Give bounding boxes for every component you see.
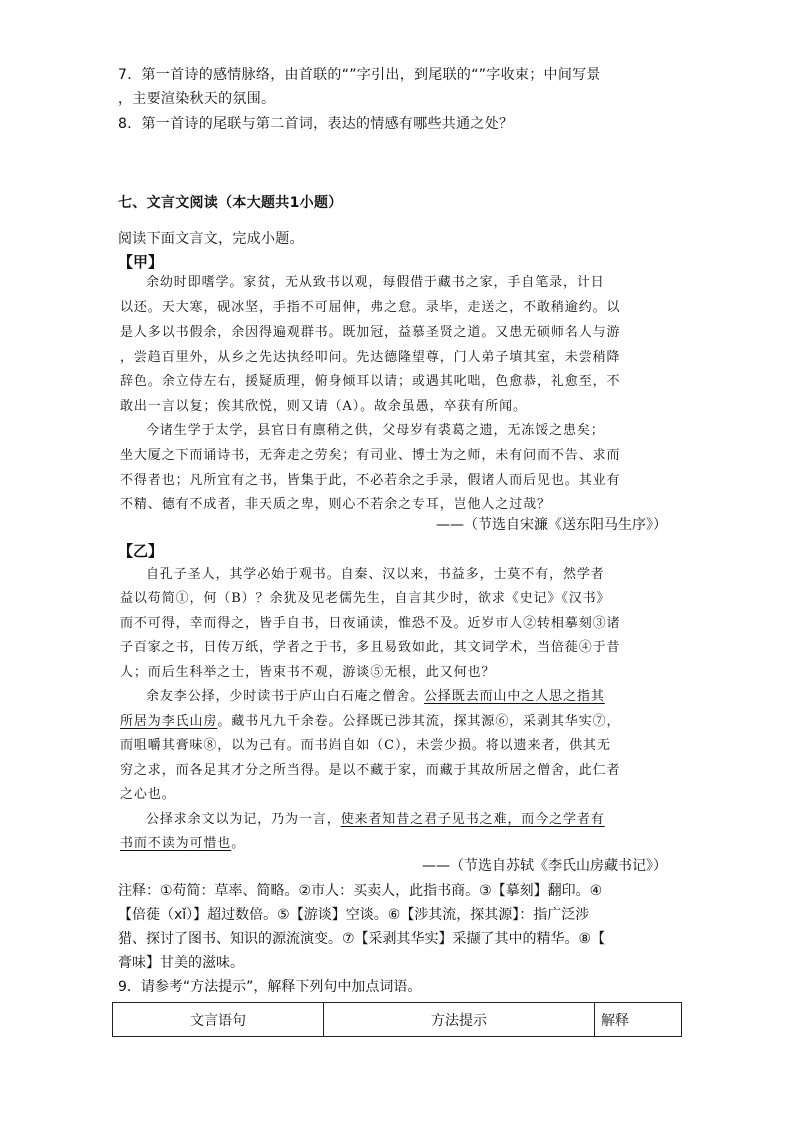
question-8: 8．第一首诗的尾联与第二首词，表达的情感有哪些共通之处？	[118, 116, 514, 132]
header-cell-sentence: 文言语句	[113, 1003, 324, 1037]
passage-a-line: 不得者也；凡所宜有之书，皆集于此，不必若余之手录，假诸人而后见也。其业有	[120, 473, 621, 488]
answer-table	[112, 1002, 682, 1037]
header-cell-method: 方法提示	[324, 1003, 595, 1037]
passage-b-line	[120, 832, 245, 857]
underlined-sentence: 所居为李氏山房	[120, 714, 218, 729]
passage-a-line: 是人多以书假余，余因得遍观群书。既加冠，益慕圣贤之道。又患无硕师名人与游	[120, 325, 621, 340]
passage-b-line: 而不可得，幸而得之，皆手自书，日夜诵读，惟恐不及。近岁市人②转相摹刻③诸	[120, 616, 621, 631]
passage-a-line: 以还。天大寒，砚冰坚，手指不可屈伸，弗之怠。录毕，走送之，不敢稍逾约。以	[120, 300, 621, 315]
notes-line: 【倍蓰（xǐ）】超过数倍。⑤【游谈】空谈。⑥【涉其流，探其源】：指广泛涉	[118, 907, 590, 923]
question-7-line-1: 7．第一首诗的感情脉络，由首联的“”字引出，到尾联的“”字收束；中间写景	[118, 67, 601, 83]
passage-a-source: ——（节选自宋濂《送东阳马生序》）	[436, 517, 667, 533]
underlined-sentence: 书而不读为可惜也	[120, 836, 232, 851]
underlined-sentence: 使来者知昔之君子见书之难，而今之学者有	[340, 812, 605, 827]
notes-line: 膏味】甘美的滋味。	[118, 955, 244, 971]
passage-b-text: 。藏书凡九千余卷。公择既已涉其流，探其源⑥，采剥其华实⑦，	[217, 714, 621, 729]
passage-a-line: 不精、德有不成者，非天质之卑，则心不若余之专耳，岂他人之过哉？	[120, 497, 551, 512]
notes-line: 猎、探讨了图书、知识的源流演变。⑦【采剥其华实】采撷了其中的精华。⑧【	[118, 931, 606, 947]
passage-a-line: 余幼时即嗜学。家贫，无从致书以观，每假借于藏书之家，手自笔录，计日	[146, 275, 605, 290]
passage-a-line: 今诸生学于太学，县官日有廪稍之供，父母岁有裘葛之遗，无冻馁之患矣；	[146, 423, 605, 438]
passage-b-line	[146, 685, 605, 710]
passage-b-line: 益以苟简①，何（B）？余犹及见老儒先生，自言其少时，欲求《史记》《汉书》	[120, 591, 611, 606]
passage-b-line	[146, 808, 605, 833]
passage-a-line: 坐大厦之下而诵诗书，无奔走之劳矣；有司业、博士为之师，未有问而不告、求而	[120, 448, 621, 463]
section-title: 七、文言文阅读（本大题共1小题）	[118, 195, 343, 211]
table-header-row	[113, 1003, 682, 1037]
passage-b-text: 余友李公择，少时读书于庐山白石庵之僧舍。	[146, 689, 425, 704]
passage-b-line: 子百家之书，日传万纸，学者之于书，多且易致如此，其文词学术，当倍蓰④于昔	[120, 640, 621, 655]
passage-b-line: 自孔子圣人，其学必始于观书。自秦、汉以来，书益多，士莫不有，然学者	[146, 567, 605, 582]
header-cell-explanation: 解释	[595, 1003, 682, 1037]
passage-b-line: 人；而后生科举之士，皆束书不观，游谈⑤无根，此又何也？	[120, 665, 496, 680]
passage-b-source: ——（节选自苏轼《李氏山房藏书记》）	[422, 858, 667, 874]
passage-b-line: 穷之求，而各足其才分之所当得。是以不藏于家，而藏于其故所居之僧舍，此仁者	[120, 763, 621, 778]
question-9-prompt: 9．请参考“方法提示”，解释下列句中加点词语。	[118, 979, 422, 995]
section-instruction: 阅读下面文言文，完成小题。	[118, 231, 304, 247]
passage-b-marker: 【乙】	[118, 542, 164, 560]
passage-b-line: 之心也。	[120, 787, 176, 802]
notes-line: 注释：①苟简：草率、简略。②市人：买卖人，此指书商。③【摹刻】翻印。④	[118, 883, 603, 899]
passage-a-marker: 【甲】	[118, 253, 164, 271]
passage-a-line: 敢出一言以复；俟其欣悦，则又请（A）。故余虽愚，卒获有所闻。	[120, 399, 527, 414]
passage-b-line: 而咀嚼其膏味⑧，以为己有。而书岿自如（C），未尝少损。将以遗来者，供其无	[120, 738, 611, 753]
passage-a-line: 辞色。余立侍左右，援疑质理，俯身倾耳以请；或遇其叱咄，色愈恭，礼愈至，不	[120, 374, 621, 389]
passage-b-text: 公择求余文以为记，乃为一言，	[146, 812, 341, 827]
passage-b-text: 。	[231, 836, 246, 851]
passage-a-line: ，尝趋百里外，从乡之先达执经叩问。先达德隆望尊，门人弟子填其室，未尝稍降	[120, 350, 621, 365]
underlined-sentence: 公择既去而山中之人思之指其	[424, 689, 605, 704]
passage-b-line	[120, 710, 620, 735]
question-7-line-2: ，主要渲染秋天的氛围。	[118, 91, 276, 107]
